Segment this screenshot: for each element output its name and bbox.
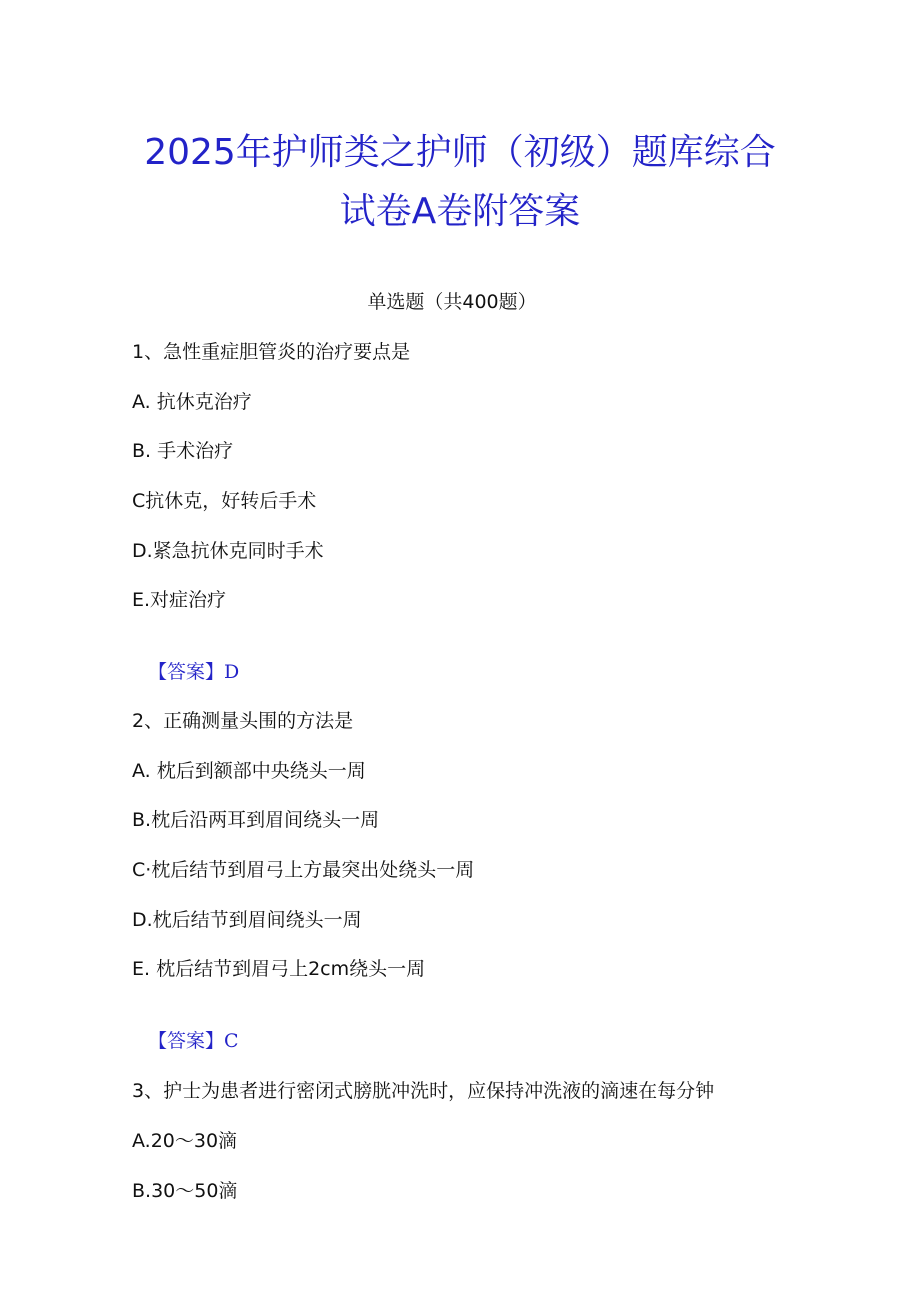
question-1-option-d: D.紧急抗休克同时手术: [132, 540, 324, 562]
question-2-option-a: A. 枕后到额部中央绕头一周: [132, 760, 366, 782]
question-1-answer: [148, 658, 239, 686]
document-title-line-1: 2025年护师类之护师（初级）题库综合: [144, 132, 776, 173]
question-1-option-e: E.对症治疗: [132, 589, 227, 611]
question-3-option-b: B.30～50滴: [132, 1180, 238, 1202]
question-1-option-a: A. 抗休克治疗: [132, 391, 252, 413]
question-2-answer: [148, 1027, 239, 1055]
answer-value: D: [224, 661, 240, 683]
question-2-option-e: E. 枕后结节到眉弓上2cm绕头一周: [132, 958, 426, 980]
question-1-option-b: B. 手术治疗: [132, 440, 234, 462]
question-2-option-b: B.枕后沿两耳到眉间绕头一周: [132, 809, 380, 831]
question-1-option-c: C抗休克，好转后手术: [132, 490, 317, 512]
document-title-line-2: 试卷A卷附答案: [339, 191, 581, 232]
answer-value: C: [224, 1030, 239, 1052]
question-3-option-a: A.20～30滴: [132, 1130, 238, 1152]
question-3-stem: 3、护士为患者进行密闭式膀胱冲洗时，应保持冲洗液的滴速在每分钟: [132, 1080, 715, 1102]
question-2-option-d: D.枕后结节到眉间绕头一周: [132, 909, 362, 931]
question-2-option-c: C·枕后结节到眉弓上方最突出处绕头一周: [132, 859, 475, 881]
question-2-stem: 2、正确测量头围的方法是: [132, 710, 354, 732]
section-heading: 单选题（共400题）: [367, 291, 537, 313]
question-1-stem: 1、急性重症胆管炎的治疗要点是: [132, 341, 411, 363]
answer-tag: 【答案】: [148, 661, 225, 683]
answer-tag: 【答案】: [148, 1030, 225, 1052]
